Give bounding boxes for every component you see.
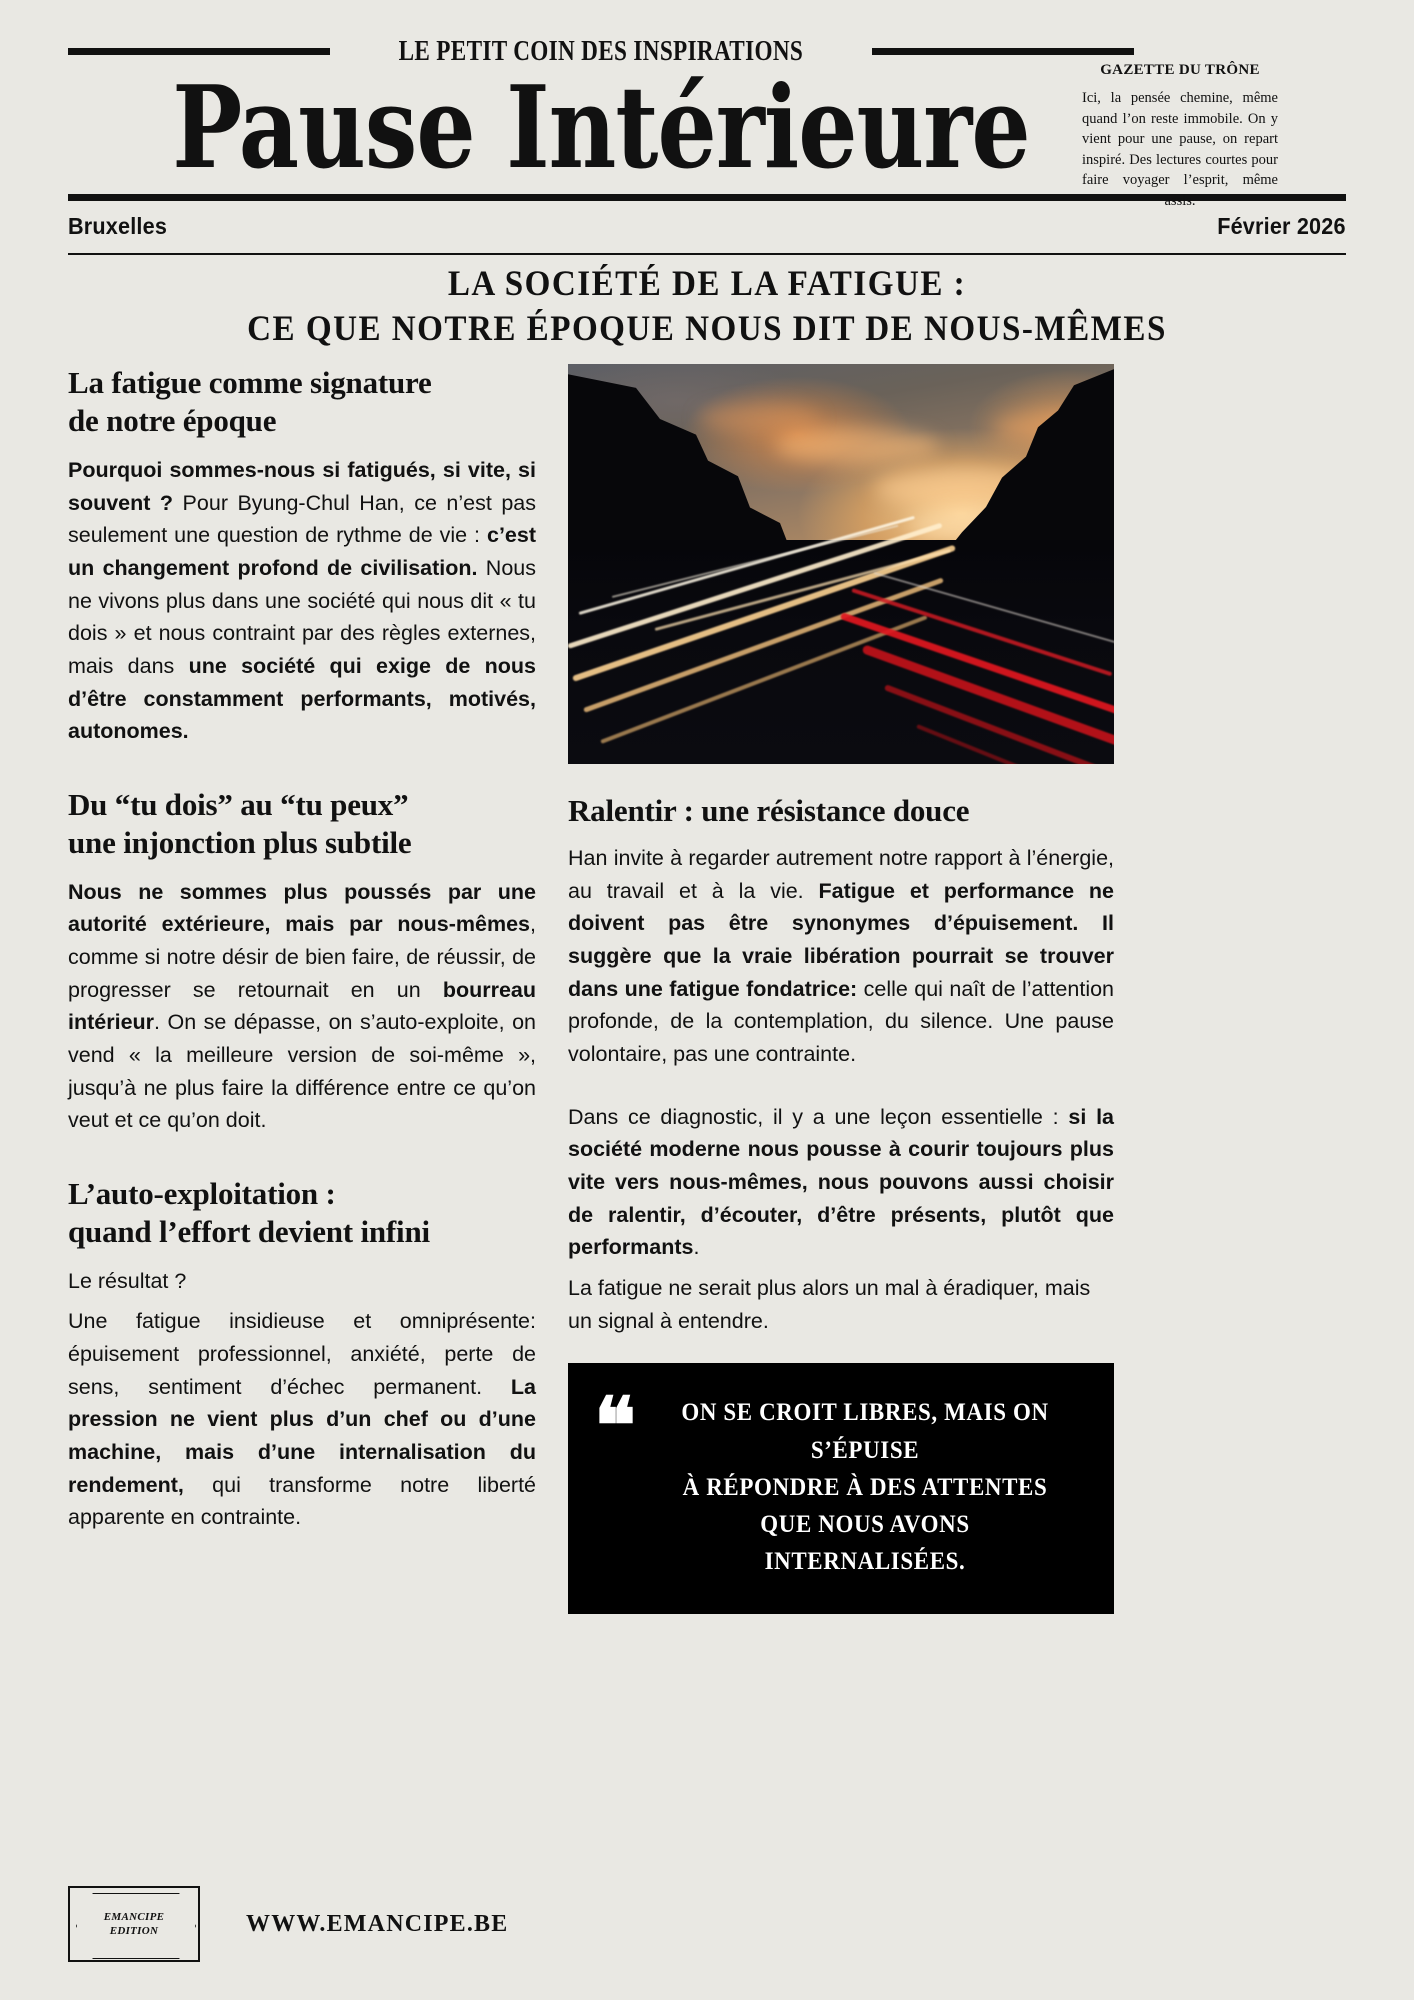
text-run: . [693,1235,700,1260]
paragraph-fatigue-signature [68,454,536,748]
logo-line-2: EDITION [109,1925,159,1937]
kicker-text: LE PETIT COIN DES INSPIRATIONS [398,34,804,67]
paragraph-diagnostic [568,1101,1114,1264]
paragraph-ralentir [568,842,1114,1071]
heading-line-1: L’auto-exploitation : [68,1175,336,1211]
kicker-rule-right [872,48,1134,55]
masthead-rule-thin [68,253,1346,255]
website-url: WWW.EMANCIPE.BE [246,1910,509,1937]
spacer [68,756,536,786]
bold-run: Nous ne sommes plus poussés par une autorité extérieure, mais par nous-mêmes [68,879,536,937]
bold-run: La pression ne vient plus d’un chef ou d’une machine, mais d’une internalisation du rendement, [68,1374,536,1497]
page-title: Pause Intérieure [172,60,1030,194]
text-run: Pour Byung-Chul Han, ce n’est pas seulement une question de rythme de vie : [68,490,536,548]
paragraph-le-resultat: Le résultat ? [68,1268,187,1293]
quote-line-2: À RÉPONDRE À DES ATTENTES [682,1471,1048,1501]
spacer [68,1145,536,1175]
bold-run: Pourquoi sommes-nous si fatigués, si vite, si souvent ? [68,457,536,515]
spacer [568,1079,1114,1101]
section-heading-fatigue-signature [68,364,536,440]
text-run: . On se dépasse, on s’auto-exploite, on vend « la meilleure version de soi-même », jusqu’à ne plus faire la différence entre ce qu’on veut et ce qu’on doit. [68,1010,536,1133]
bold-run: si la société moderne nous pousse à courir toujours plus vite vers nous-mêmes, nous pouvons aussi choisir de ralentir, d’écouter, d’être présents, plutôt que performants [568,1104,1114,1260]
paragraph-signal: La fatigue ne serait plus alors un mal à éradiquer, mais un signal à entendre. [568,1276,1091,1333]
quote-line-3: QUE NOUS AVONS INTERNALISÉES. [760,1509,970,1576]
quote-mark-icon: ❝ [594,1383,636,1471]
quote-line-1: ON SE CROIT LIBRES, MAIS ON S’ÉPUISE [681,1397,1049,1464]
pull-quote-box [568,1363,1114,1613]
text-run: qui transforme notre liberté apparente en contrainte. [68,1472,536,1530]
text-run: Han invite à regarder autrement notre rapport à l’énergie, au travail et à la vie. [568,846,1114,903]
article-columns [68,364,1346,1613]
heading-line-2: de notre époque [68,403,277,439]
text-run: , comme si notre désir de bien faire, de réussir, de progresser se retournait en un [68,912,536,1002]
paragraph-tu-dois-tu-peux [68,876,536,1137]
text-run: Nous ne vivons plus dans une société qui nous dit « tu dois » et nous contraint par des règles externes, mais dans [68,555,536,678]
text-run: Dans ce diagnostic, il y a une leçon essentielle : [568,1104,1069,1129]
bold-run: une société qui exige de nous d’être constamment performants, motivés, autonomes. [68,653,536,744]
headline-line-1: LA SOCIÉTÉ DE LA FATIGUE : [447,263,967,303]
heading-line-1: Du “tu dois” au “tu peux” [68,786,409,822]
footer [68,1886,538,1962]
publisher-logo [68,1886,200,1962]
dateline-date: Février 2026 [1217,213,1346,239]
section-heading-auto-exploitation [68,1175,536,1251]
headline-line-2: CE QUE NOTRE ÉPOQUE NOUS DIT DE NOUS-MÊMES [247,307,1167,348]
heading-line-2: une injonction plus subtile [68,824,412,860]
left-column [68,364,536,1542]
right-column [568,364,1114,1613]
bold-run: Fatigue et performance ne doivent pas être synonymes d’épuisement. Il suggère que la vraie libération pourrait se trouver dans une fatigue fondatrice: [568,878,1114,1001]
bold-run: c’est un changement profond de civilisation. [68,523,536,580]
gazette-body: Ici, la pensée chemine, même quand l’on reste immobile. On y vient pour une pause, on repart inspiré. Des lectures courtes pour faire voyager l’esprit, même assis. [1082,90,1278,209]
pull-quote-text [652,1393,1084,1579]
logo-line-1: EMANCIPE [103,1910,165,1923]
bold-run: bourreau intérieur [68,977,536,1035]
logo-text [104,1910,164,1939]
article-photo-highway-light-trails [568,364,1114,764]
paragraph-auto-exploitation [68,1305,536,1534]
kicker-rule-left [68,48,330,55]
dateline-place: Bruxelles [68,213,168,239]
masthead [68,0,1346,255]
heading-line-2: quand l’effort devient infini [68,1213,430,1249]
section-heading-ralentir: Ralentir : une résistance douce [568,793,970,829]
text-run: celle qui naît de l’attention profonde, de la contemplation, du silence. Une pause volontaire, pas une contrainte. [568,976,1115,1067]
heading-line-1: La fatigue comme signature [68,365,432,401]
section-heading-tu-dois-tu-peux [68,786,536,862]
gazette-block [1082,62,1278,211]
gazette-title: GAZETTE DU TRÔNE [1100,62,1260,78]
article-headline [68,255,1346,364]
text-run: Une fatigue insidieuse et omniprésente: épuisement professionnel, anxiété, perte de sens, sentiment d’échec permanent. [68,1309,536,1399]
